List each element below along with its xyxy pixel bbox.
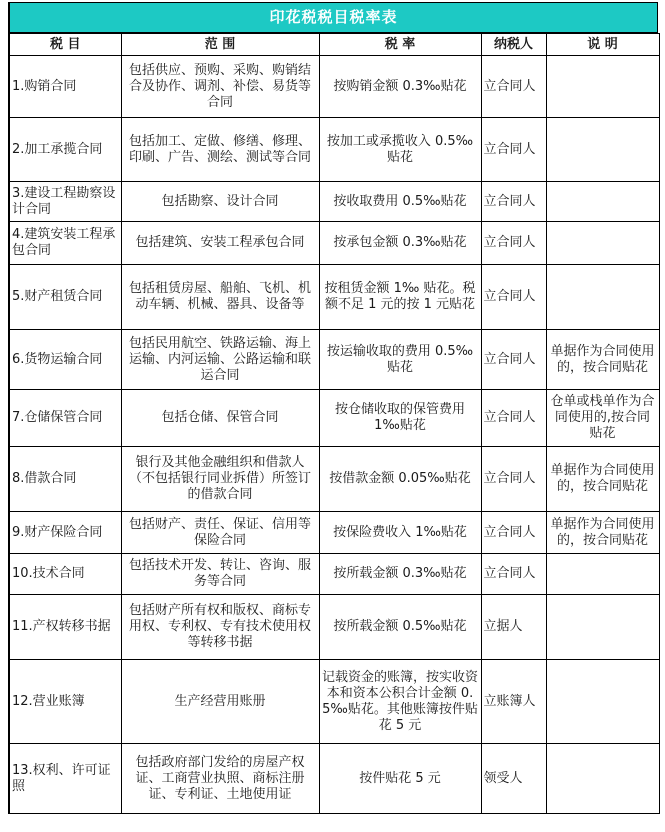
table-row: [9, 265, 659, 330]
rate-cell: 按收取费用 0.5‰贴花: [319, 182, 481, 222]
taxpayer-cell: 立合同人: [481, 118, 546, 182]
note-cell: [546, 56, 659, 118]
taxpayer-cell: 立合同人: [481, 330, 546, 390]
table-row: [9, 330, 659, 390]
scope-cell: 包括供应、预购、采购、购销结合及协作、调剂、补偿、易货等合同: [121, 56, 319, 118]
taxpayer-cell: 立据人: [481, 595, 546, 660]
table-row: [9, 118, 659, 182]
tax-item-cell: 4.建筑安装工程承包合同: [9, 222, 121, 265]
scope-cell: 包括政府部门发给的房屋产权证、工商营业执照、商标注册证、专利证、土地使用证: [121, 744, 319, 814]
tax-item-cell: 12.营业账簿: [9, 660, 121, 744]
scope-cell: 包括建筑、安装工程承包合同: [121, 222, 319, 265]
taxpayer-cell: 立合同人: [481, 512, 546, 554]
table-row: [9, 222, 659, 265]
note-cell: [546, 744, 659, 814]
note-cell: [546, 660, 659, 744]
col-header-scope: 范 围: [121, 34, 319, 56]
scope-cell: 包括财产所有权和版权、商标专用权、专利权、专有技术使用权等转移书据: [121, 595, 319, 660]
rate-cell: 按所载金额 0.5‰贴花: [319, 595, 481, 660]
rate-cell: 按借款金额 0.05‰贴花: [319, 447, 481, 512]
table-title: 印花税税目税率表: [8, 2, 658, 33]
taxpayer-cell: 立合同人: [481, 390, 546, 447]
rate-cell: 按运输收取的费用 0.5‰贴花: [319, 330, 481, 390]
taxpayer-cell: 立合同人: [481, 56, 546, 118]
taxpayer-cell: 立合同人: [481, 265, 546, 330]
scope-cell: 包括加工、定做、修缮、修理、印刷、广告、测绘、测试等合同: [121, 118, 319, 182]
taxpayer-cell: 立合同人: [481, 182, 546, 222]
rate-cell: 按所载金额 0.3‰贴花: [319, 554, 481, 595]
col-header-note: 说 明: [546, 34, 659, 56]
tax-item-cell: 6.货物运输合同: [9, 330, 121, 390]
taxpayer-cell: 立账簿人: [481, 660, 546, 744]
table-row: [9, 595, 659, 660]
stamp-duty-rate-sheet: [8, 2, 658, 814]
scope-cell: 包括民用航空、铁路运输、海上运输、内河运输、公路运输和联运合同: [121, 330, 319, 390]
note-cell: [546, 595, 659, 660]
stamp-duty-rate-table: [8, 33, 660, 814]
table-row: [9, 512, 659, 554]
col-header-taxpayer: 纳税人: [481, 34, 546, 56]
tax-item-cell: 2.加工承揽合同: [9, 118, 121, 182]
table-row: [9, 554, 659, 595]
note-cell: 单据作为合同使用的，按合同贴花: [546, 447, 659, 512]
scope-cell: 包括仓储、保管合同: [121, 390, 319, 447]
taxpayer-cell: 立合同人: [481, 222, 546, 265]
rate-cell: 按件贴花 5 元: [319, 744, 481, 814]
table-row: [9, 390, 659, 447]
note-cell: [546, 222, 659, 265]
note-cell: [546, 182, 659, 222]
note-cell: [546, 118, 659, 182]
rate-cell: 按购销金额 0.3‰贴花: [319, 56, 481, 118]
table-row: [9, 660, 659, 744]
taxpayer-cell: 立合同人: [481, 447, 546, 512]
taxpayer-cell: 领受人: [481, 744, 546, 814]
note-cell: 单据作为合同使用的，按合同贴花: [546, 512, 659, 554]
note-cell: [546, 554, 659, 595]
scope-cell: 生产经营用账册: [121, 660, 319, 744]
scope-cell: 包括勘察、设计合同: [121, 182, 319, 222]
tax-item-cell: 1.购销合同: [9, 56, 121, 118]
tax-item-cell: 3.建设工程勘察设计合同: [9, 182, 121, 222]
table-row: [9, 447, 659, 512]
scope-cell: 包括租赁房屋、船舶、飞机、机动车辆、机械、器具、设备等: [121, 265, 319, 330]
rate-cell: 按保险费收入 1‰贴花: [319, 512, 481, 554]
tax-item-cell: 9.财产保险合同: [9, 512, 121, 554]
tax-item-cell: 8.借款合同: [9, 447, 121, 512]
tax-item-cell: 5.财产租赁合同: [9, 265, 121, 330]
scope-cell: 包括技术开发、转让、咨询、服务等合同: [121, 554, 319, 595]
rate-cell: 按承包金额 0.3‰贴花: [319, 222, 481, 265]
col-header-rate: 税 率: [319, 34, 481, 56]
table-row: [9, 182, 659, 222]
scope-cell: 银行及其他金融组织和借款人（不包括银行同业拆借）所签订的借款合同: [121, 447, 319, 512]
rate-cell: 按加工或承揽收入 0.5‰贴花: [319, 118, 481, 182]
table-row: [9, 56, 659, 118]
table-header-row: [9, 34, 659, 56]
tax-item-cell: 11.产权转移书据: [9, 595, 121, 660]
note-cell: 单据作为合同使用的，按合同贴花: [546, 330, 659, 390]
note-cell: 仓单或栈单作为合同使用的,按合同贴花: [546, 390, 659, 447]
scope-cell: 包括财产、责任、保证、信用等保险合同: [121, 512, 319, 554]
note-cell: [546, 265, 659, 330]
tax-item-cell: 10.技术合同: [9, 554, 121, 595]
taxpayer-cell: 立合同人: [481, 554, 546, 595]
rate-cell: 按租赁金额 1‰ 贴花。税额不足 1 元的按 1 元贴花: [319, 265, 481, 330]
table-row: [9, 744, 659, 814]
col-header-tax-item: 税 目: [9, 34, 121, 56]
tax-item-cell: 7.仓储保管合同: [9, 390, 121, 447]
tax-item-cell: 13.权利、许可证照: [9, 744, 121, 814]
rate-cell: 记载资金的账簿，按实收资本和资本公积合计金额 0.5‰贴花。其他账簿按件贴花 5 元: [319, 660, 481, 744]
rate-cell: 按仓储收取的保管费用 1‰贴花: [319, 390, 481, 447]
